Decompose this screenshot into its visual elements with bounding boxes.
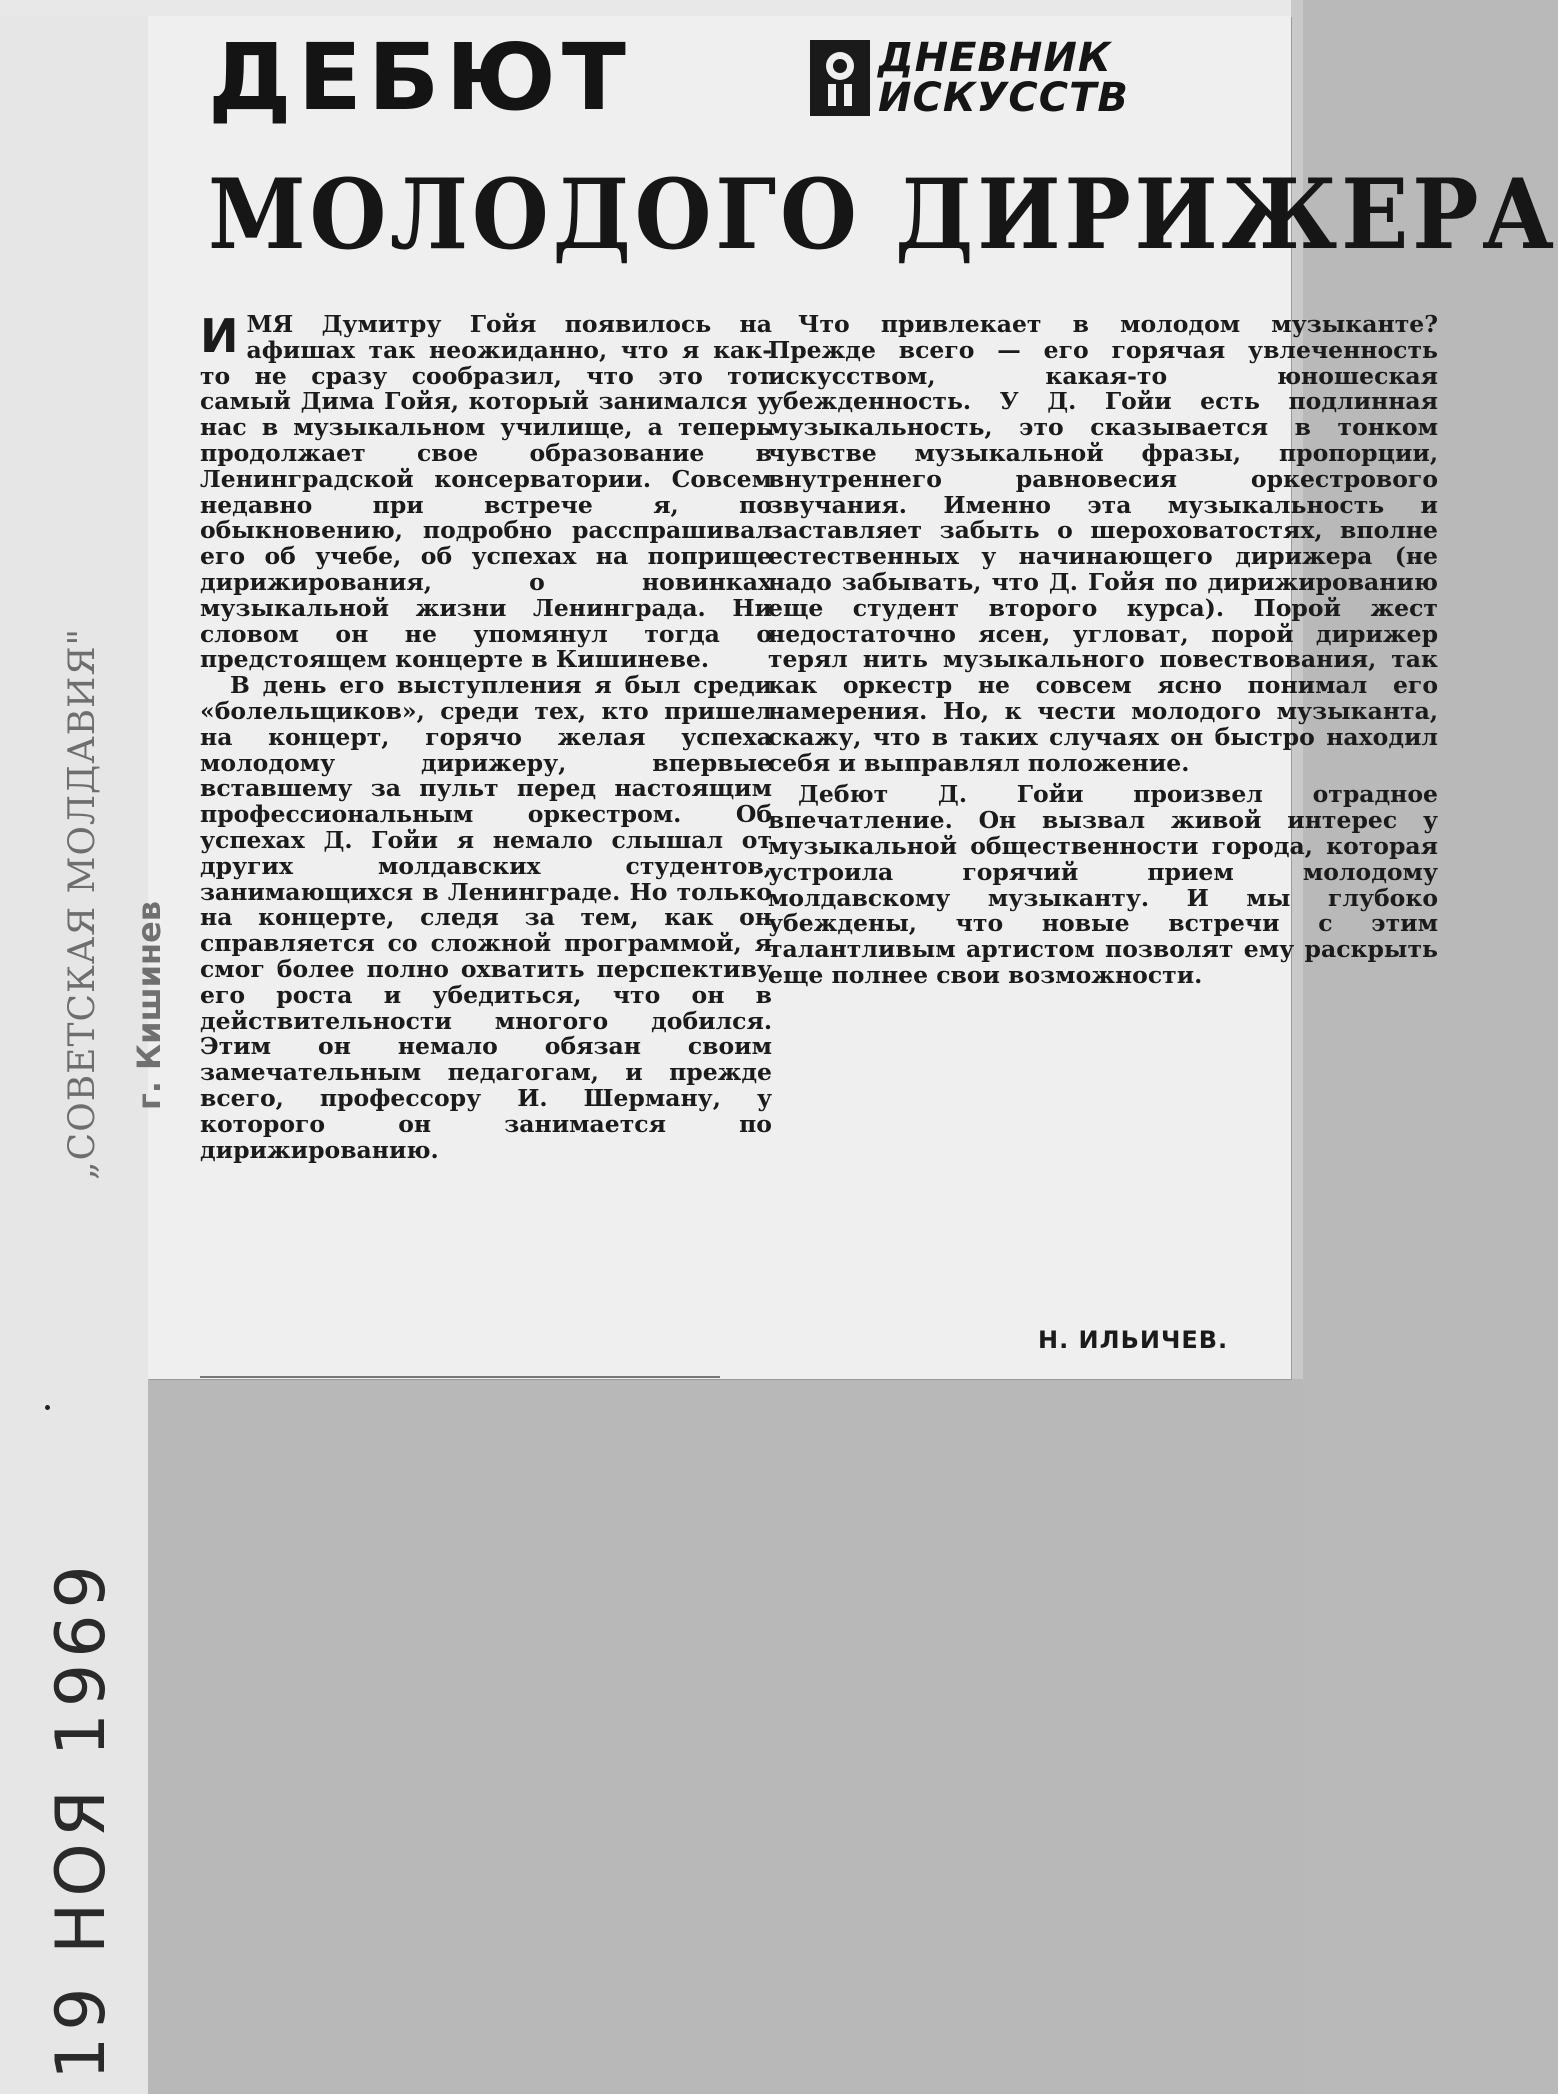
column-rule bbox=[200, 1376, 720, 1378]
headline-line-2: МОЛОДОГО ДИРИЖЕРА bbox=[208, 158, 1558, 271]
article-paragraph bbox=[200, 309, 772, 674]
backing-area bbox=[148, 1379, 1303, 2094]
author-signature: Н. ИЛЬИЧЕВ. bbox=[1038, 1326, 1229, 1354]
article-right-column bbox=[768, 312, 1438, 989]
paragraph-text: МЯ Думитру Гойя появилось на афишах так неожиданно, что я как-то не сразу сообразил, что это тот самый Дима Гойя, который занимался у нас в музыкальном училище, а теперь продолжает свое образование в Ленинградской консерватории. Совсем недавно при встрече я, по обыкновению, подробно расспрашивал его об учебе, об успехах на поприще дирижирования, о новинках музыкальной жизни Ленинграда. Ни словом он не упомянул тогда о предстоящем концерте в Кишиневе. bbox=[200, 310, 772, 674]
article-left-column bbox=[200, 309, 772, 1164]
article-paragraph: Что привлекает в молодом музыканте? Прежде всего — его горячая увлеченность искусством, какая-то юношеская убежденность. У Д. Гойи есть подлинная музыкальность, это сказывается в тонком чувстве музыкальной фразы, пропорции, внутреннего равновесия оркестрового звучания. Именно эта музыкальность и заставляет забыть о шероховатостях, вполне естественных у начинающего дирижера (не надо забывать, что Д. Гойя по дирижированию еще студент второго курса). Порой жест недостаточно ясен, угловат, порой дирижер терял нить музыкального повествования, так как оркестр не совсем ясно понимал его намерения. Но, к чести молодого музыканта, скажу, что в таких случаях он быстро находил себя и выправлял положение. bbox=[768, 310, 1438, 777]
article-paragraph: В день его выступления я был среди «болельщиков», среди тех, кто пришел на концерт, горячо желая успеха молодому дирижеру, впервые вставшему за пульт перед настоящим профессиональным оркестром. Об успехах Д. Гойи я немало слышал от других молдавских студентов, занимающихся в Ленинграде. Но только на концерте, следя за тем, как он справляется со сложной программой, я смог более полно охватить перспективу его роста и убедиться, что он в действительности многого добился. Этим он немало обязан своим замечательным педагогам, и прежде всего, профессору И. Шерману, у которого он занимается по дирижированию. bbox=[200, 671, 772, 1164]
source-stamp: „СОВЕТСКАЯ МОЛДАВИЯ" bbox=[62, 627, 103, 1180]
rubric-line-2: ИСКУССТВ bbox=[878, 75, 1129, 121]
rubric-logo bbox=[808, 35, 1268, 121]
drop-cap: И bbox=[200, 309, 239, 363]
date-stamp: 19 НОЯ 1969 bbox=[42, 1559, 121, 2080]
city-stamp: г. Кишинев bbox=[130, 900, 168, 1110]
newspaper-clipping bbox=[148, 16, 1558, 1379]
rubric-line-1: ДНЕВНИК bbox=[878, 35, 1112, 81]
headline-line-1: ДЕБЮТ bbox=[208, 24, 632, 131]
lyre-emblem-icon bbox=[808, 38, 872, 118]
archive-card-top bbox=[0, 0, 1303, 16]
ink-dot bbox=[45, 1405, 50, 1410]
article-paragraph: Дебют Д. Гойи произвел отрадное впечатление. Он вызвал живой интерес у музыкальной общественности города, которая устроила горячий прием молодому молдавскому музыканту. И мы глубоко убеждены, что новые встречи с этим талантливым артистом позволят ему раскрыть еще полнее свои возможности. bbox=[768, 780, 1438, 989]
